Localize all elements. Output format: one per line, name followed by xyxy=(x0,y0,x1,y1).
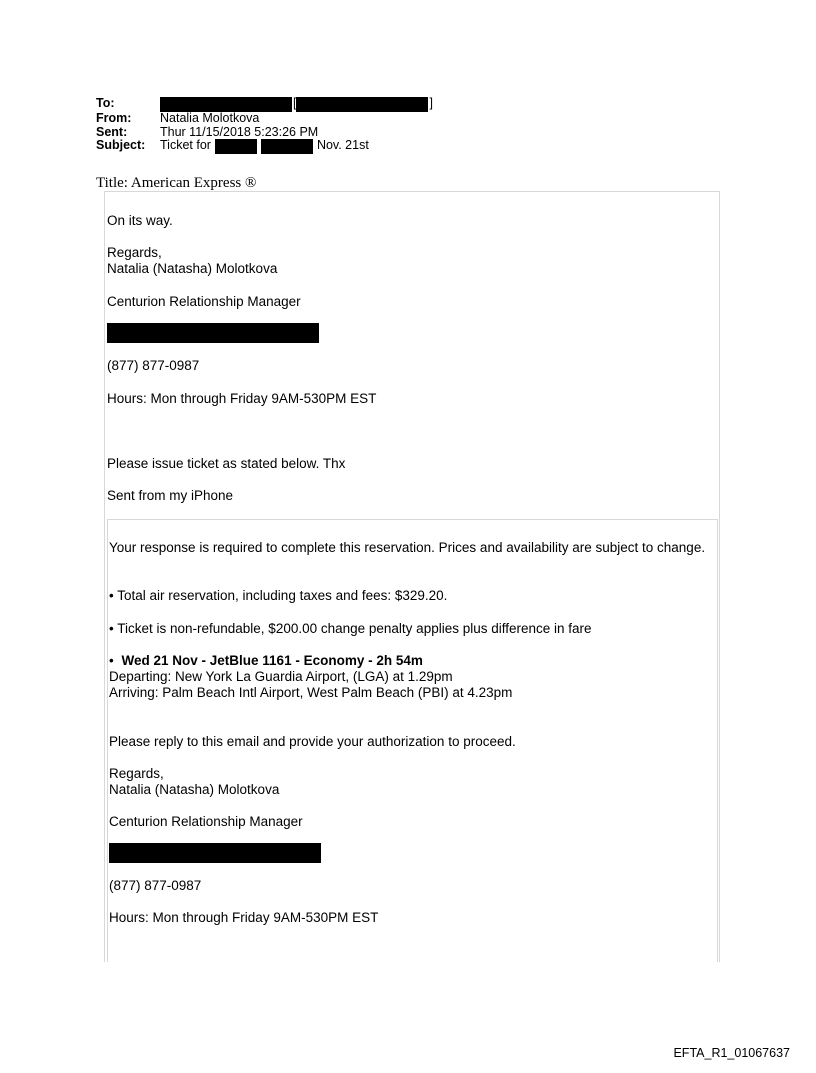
quoted-phone: (877) 877-0987 xyxy=(109,878,202,893)
forward-note: Please issue ticket as stated below. Thx xyxy=(107,456,346,471)
redacted-quoted-contact xyxy=(109,843,321,863)
redacted-recipient-name xyxy=(160,97,292,112)
sent-from-iphone: Sent from my iPhone xyxy=(107,488,234,503)
flight-arriving: Arriving: Palm Beach Intl Airport, West Palm Beach (PBI) at 4.23pm xyxy=(109,685,513,700)
reply-signature-name: Natalia (Natasha) Molotkova xyxy=(107,261,278,276)
sent-row xyxy=(96,126,433,140)
sent-label: Sent: xyxy=(96,124,128,139)
quoted-hours: Hours: Mon through Friday 9AM-530PM EST xyxy=(109,910,379,925)
reply-line1: On its way. xyxy=(107,213,173,228)
bracket-open: [ xyxy=(293,96,297,110)
quoted-bullet-total: • Total air reservation, including taxes and fees: $329.20. xyxy=(109,588,448,603)
quoted-bullet-refund: • Ticket is non-refundable, $200.00 change penalty applies plus difference in fare xyxy=(109,621,592,636)
from-value: Natalia Molotkova xyxy=(160,111,260,125)
quoted-intro: Your response is required to complete this reservation. Prices and availability are subject to change. xyxy=(109,540,706,555)
quoted-signature-name: Natalia (Natasha) Molotkova xyxy=(109,782,280,797)
reply-hours: Hours: Mon through Friday 9AM-530PM EST xyxy=(107,391,377,406)
subject-label: Subject: xyxy=(96,138,146,152)
sent-value: Thur 11/15/2018 5:23:26 PM xyxy=(160,124,319,139)
from-row xyxy=(96,112,433,126)
quoted-regards: Regards, xyxy=(109,766,164,781)
flight-bullet: • xyxy=(109,653,114,668)
flight-heading xyxy=(109,653,423,669)
subject-suffix: Nov. 21st xyxy=(316,138,369,152)
bracket-close: ] xyxy=(429,96,433,110)
subject-prefix: Ticket for xyxy=(160,138,211,152)
document-id: EFTA_R1_01067637 xyxy=(673,1046,790,1060)
redacted-recipient-email xyxy=(296,97,428,112)
authorize-line: Please reply to this email and provide your authorization to proceed. xyxy=(109,734,516,749)
to-row xyxy=(96,97,433,112)
to-label: To: xyxy=(96,96,115,110)
subject-row xyxy=(96,139,433,154)
email-header xyxy=(96,97,433,154)
redacted-subject-last xyxy=(261,139,313,154)
flight-departing: Departing: New York La Guardia Airport, (LGA) at 1.29pm xyxy=(109,669,453,684)
quoted-signature-role: Centurion Relationship Manager xyxy=(109,814,303,829)
redacted-subject-first xyxy=(215,139,257,154)
from-label: From: xyxy=(96,111,132,125)
reply-signature-role: Centurion Relationship Manager xyxy=(107,294,301,309)
redacted-reply-contact xyxy=(107,323,319,343)
reply-phone: (877) 877-0987 xyxy=(107,358,200,373)
title-line: Title: American Express ® xyxy=(96,175,257,191)
flight-title: Wed 21 Nov - JetBlue 1161 - Economy - 2h 54m xyxy=(121,653,423,668)
reply-regards: Regards, xyxy=(107,245,162,260)
